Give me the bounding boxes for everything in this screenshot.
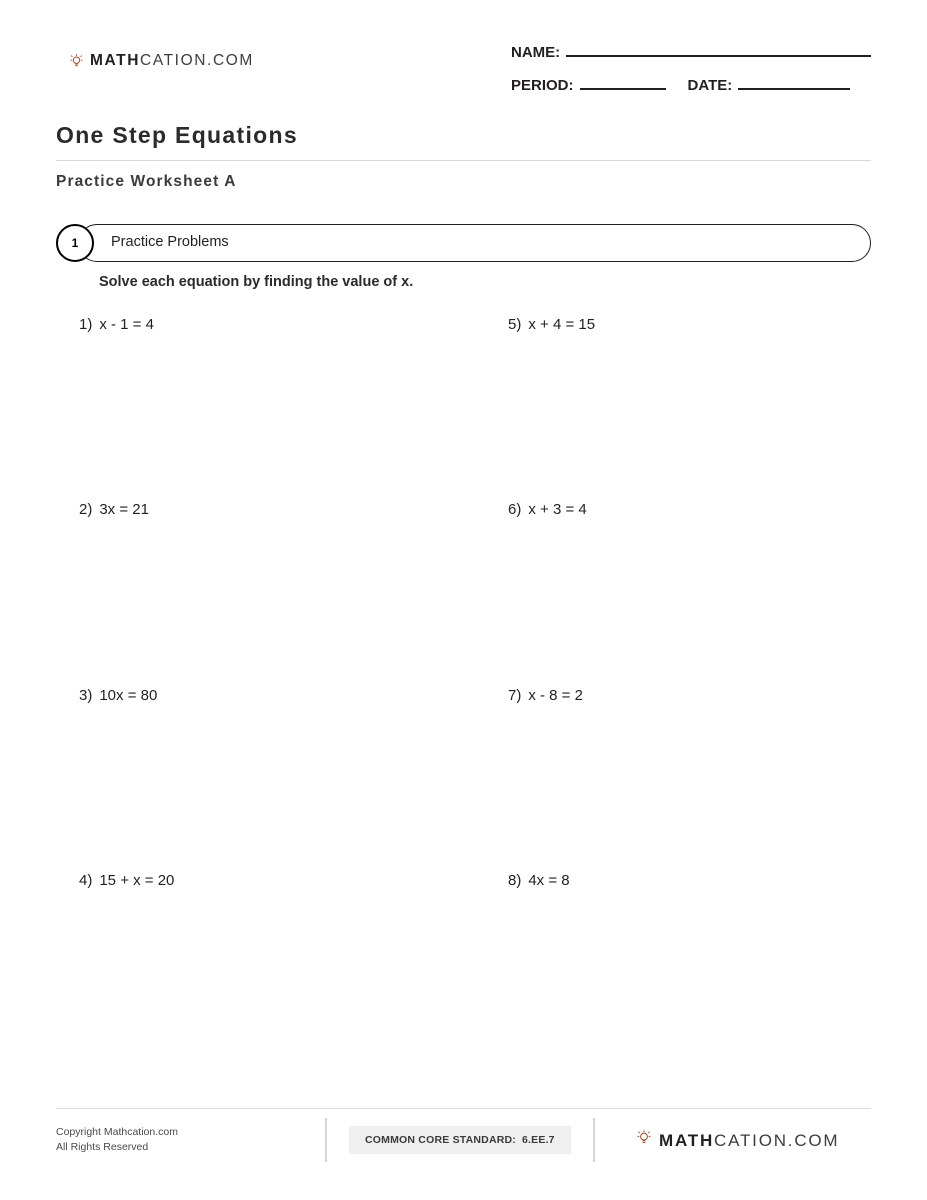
problem-item — [79, 872, 174, 889]
problem-text: 3x = 21 — [99, 501, 149, 518]
brand-light-text: CATION.COM — [140, 52, 254, 69]
problem-text: x + 4 = 15 — [528, 316, 596, 333]
name-input-line[interactable] — [566, 40, 871, 57]
problem-item — [79, 687, 157, 704]
copyright-line-1: Copyright Mathcation.com — [56, 1126, 178, 1138]
title-divider — [56, 160, 871, 161]
page-title: One Step Equations — [56, 122, 298, 148]
problem-item — [79, 501, 149, 518]
problem-number: 5) — [508, 316, 522, 333]
brand-bold-text: MATH — [90, 52, 141, 69]
problem-item — [79, 316, 154, 333]
problem-text: x + 3 = 4 — [528, 501, 587, 518]
problem-item — [508, 501, 587, 518]
footer-brand-wordmark — [659, 1131, 839, 1151]
problem-item — [508, 872, 570, 889]
common-core-label: COMMON CORE STANDARD: — [365, 1134, 516, 1146]
problem-number: 4) — [79, 872, 93, 889]
problem-number: 1) — [79, 316, 93, 333]
brand-logo — [70, 52, 254, 70]
page-subtitle: Practice Worksheet A — [56, 173, 237, 190]
date-input-line[interactable] — [738, 73, 850, 90]
common-core-code: 6.EE.7 — [522, 1134, 555, 1146]
name-label: NAME: — [511, 44, 561, 61]
problem-text: 4x = 8 — [528, 872, 570, 889]
common-core-section — [325, 1118, 595, 1162]
section-label: Practice Problems — [111, 234, 229, 250]
brand-wordmark — [90, 52, 254, 70]
footer-brand-logo — [637, 1130, 839, 1151]
problem-number: 2) — [79, 501, 93, 518]
student-info-fields — [511, 40, 871, 94]
date-label: DATE: — [687, 77, 733, 94]
copyright-text — [56, 1125, 178, 1155]
problem-text: x - 1 = 4 — [99, 316, 154, 333]
problem-text: 15 + x = 20 — [99, 872, 175, 889]
problem-number: 8) — [508, 872, 522, 889]
footer-brand-bold-text: MATH — [659, 1130, 715, 1150]
problem-number: 6) — [508, 501, 522, 518]
page-header — [56, 40, 871, 100]
lightbulb-icon — [70, 54, 83, 69]
problem-item — [508, 316, 595, 333]
footer-brand-light-text: CATION.COM — [714, 1130, 840, 1150]
section-banner — [78, 224, 871, 262]
directions-text: Solve each equation by finding the value of x. — [99, 274, 414, 290]
period-date-row — [511, 73, 871, 94]
copyright-line-2: All Rights Reserved — [56, 1141, 149, 1153]
problem-number: 3) — [79, 687, 93, 704]
footer-divider-right — [593, 1118, 595, 1162]
period-label: PERIOD: — [511, 77, 574, 94]
footer-divider — [56, 1108, 871, 1109]
problem-text: 10x = 80 — [99, 687, 158, 704]
lightbulb-icon — [637, 1130, 651, 1151]
problem-item — [508, 687, 583, 704]
common-core-badge — [349, 1126, 571, 1154]
problem-number: 7) — [508, 687, 522, 704]
footer-divider-left — [325, 1118, 327, 1162]
section-number-badge: 1 — [56, 224, 94, 262]
problem-text: x - 8 = 2 — [528, 687, 583, 704]
name-field-row — [511, 40, 871, 61]
period-input-line[interactable] — [580, 73, 666, 90]
